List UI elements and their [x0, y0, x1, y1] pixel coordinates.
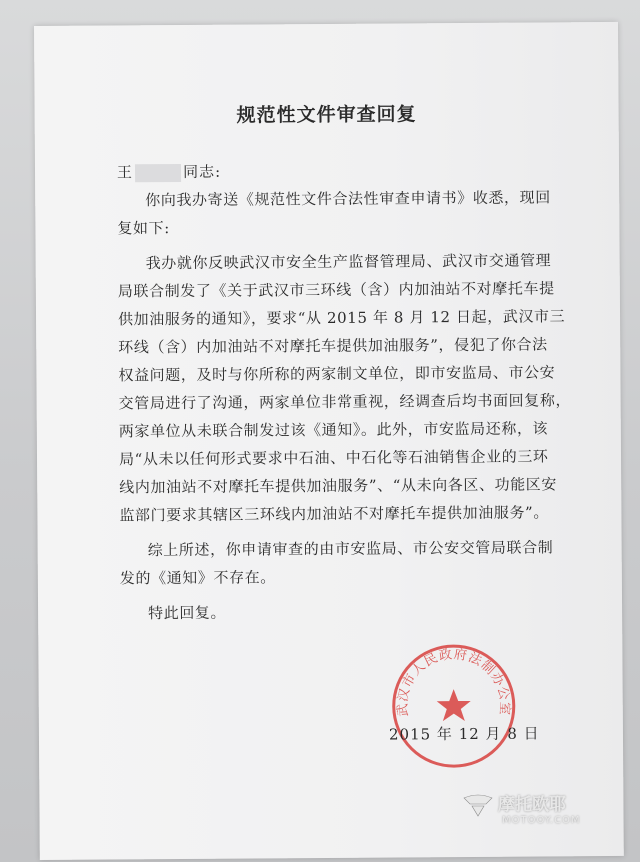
salutation-suffix: 同志:: [182, 162, 222, 181]
body-line: 线内加油站不对摩托车提供加油服务”、“从未向各区、功能区安: [119, 475, 558, 497]
redacted-name: [135, 164, 181, 182]
site-watermark: [462, 790, 581, 826]
watermark-url: MOTOOY.COM: [502, 815, 581, 826]
body-line: 你向我办寄送《规范性文件合法性审查申请书》收悉，现回: [145, 188, 551, 210]
body-line: 两家单位从未联合制发过该《通知》。此外，市安监局还称，该: [118, 419, 549, 441]
body-line: 权益问题，及时与你所称的两家制文单位，即市安监局、市公安: [118, 363, 556, 385]
body-line: 交管局进行了沟通，两家单位非常重视，经调查后均书面回复称，: [118, 391, 572, 413]
body-line: 局联合制发了《关于武汉市三环线（含）内加油站不对摩托车提: [117, 279, 555, 301]
body-line: 综上所述，你申请审查的由市安监局、市公安交管局联合制: [147, 538, 554, 560]
salutation: [117, 161, 221, 183]
body-line: 局“从未以任何形式要求中石油、中石化等石油销售企业的三环: [118, 447, 549, 469]
watermark-title: 摩托欧耶: [498, 795, 566, 815]
letter-paper: [34, 22, 624, 860]
motorcycle-logo-icon: [462, 792, 494, 818]
body-line: 监部门要求其辖区三环线内加油站不对摩托车提供加油服务”。: [119, 503, 549, 525]
body-line: 复如下:: [117, 219, 170, 238]
seal-text: 武汉市人民政府法制办公室: [395, 647, 513, 718]
salutation-prefix: 王: [116, 163, 134, 182]
official-seal: [388, 641, 519, 772]
body-line: 环线（含）内加油站不对摩托车提供加油服务”，侵犯了你合法: [118, 335, 548, 357]
body-line: 供加油服务的通知》，要求“从 2015 年 8 月 12 日起，武汉市三: [117, 307, 566, 329]
document-title: 规范性文件审查回复: [236, 103, 417, 127]
body-line: 我办就你反映武汉市安全生产监督管理局、武汉市交通管理: [145, 251, 552, 273]
seal-star-icon: [437, 689, 471, 721]
body-line: 发的《通知》不存在。: [119, 568, 276, 588]
closing-line: 特此回复。: [148, 603, 227, 623]
document-date: 2015 年 12 月 8 日: [388, 724, 540, 744]
